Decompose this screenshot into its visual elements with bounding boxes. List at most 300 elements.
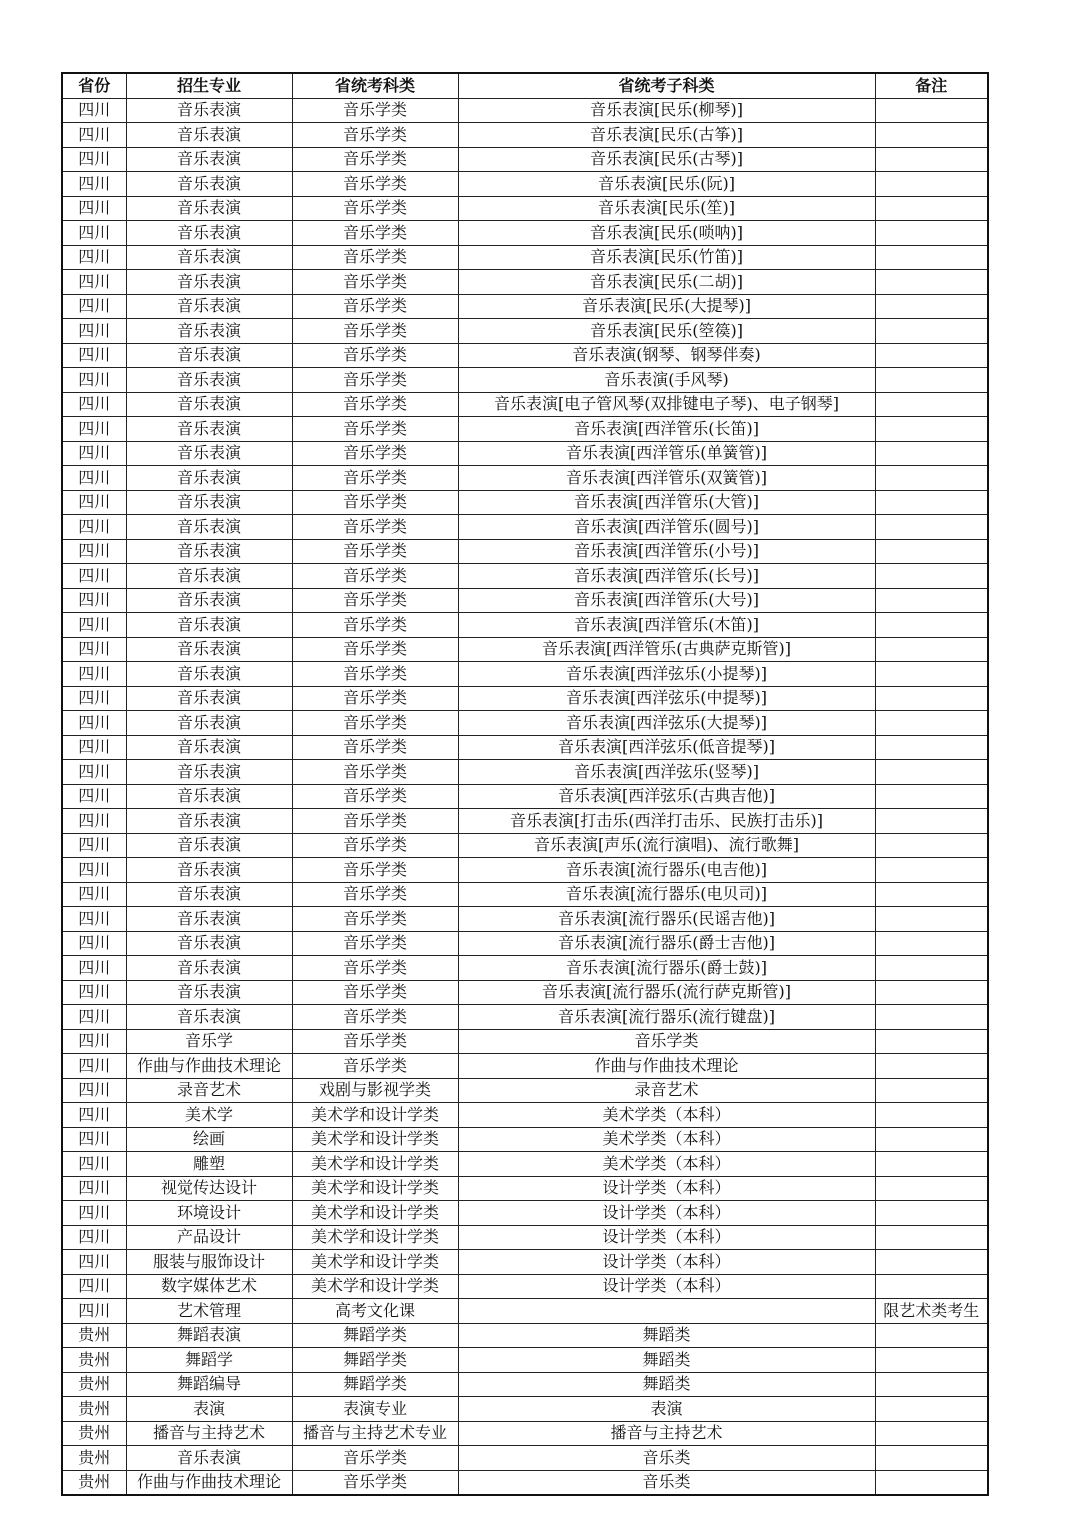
cell-remarks xyxy=(875,784,988,809)
cell-exam-subcategory: 音乐表演[民乐(古琴)] xyxy=(458,147,875,172)
cell-exam-category: 音乐学类 xyxy=(292,441,458,466)
table-row xyxy=(62,343,988,368)
table-row xyxy=(62,1225,988,1250)
cell-exam-subcategory: 音乐表演[西洋管乐(长笛)] xyxy=(458,417,875,442)
table-row xyxy=(62,196,988,221)
cell-exam-category: 美术学和设计学类 xyxy=(292,1201,458,1226)
cell-exam-subcategory: 美术学类（本科） xyxy=(458,1152,875,1177)
cell-major: 艺术管理 xyxy=(126,1299,292,1324)
cell-major: 音乐表演 xyxy=(126,882,292,907)
cell-exam-subcategory: 音乐表演[西洋弦乐(竖琴)] xyxy=(458,760,875,785)
cell-exam-subcategory: 设计学类（本科） xyxy=(458,1176,875,1201)
cell-exam-category: 音乐学类 xyxy=(292,270,458,295)
table-body xyxy=(62,98,988,1495)
cell-exam-category: 音乐学类 xyxy=(292,711,458,736)
cell-exam-category: 音乐学类 xyxy=(292,1470,458,1495)
cell-major: 录音艺术 xyxy=(126,1078,292,1103)
cell-province: 四川 xyxy=(62,637,126,662)
cell-exam-subcategory: 音乐表演[西洋管乐(圆号)] xyxy=(458,515,875,540)
cell-exam-subcategory: 音乐表演[民乐(大提琴)] xyxy=(458,294,875,319)
table-row xyxy=(62,1005,988,1030)
cell-exam-category: 美术学和设计学类 xyxy=(292,1250,458,1275)
cell-province: 贵州 xyxy=(62,1372,126,1397)
table-row xyxy=(62,1250,988,1275)
cell-exam-subcategory: 音乐表演[声乐(流行演唱)、流行歌舞] xyxy=(458,833,875,858)
cell-exam-subcategory: 音乐表演[西洋管乐(大号)] xyxy=(458,588,875,613)
header-major: 招生专业 xyxy=(126,73,292,98)
cell-exam-category: 美术学和设计学类 xyxy=(292,1176,458,1201)
table-row xyxy=(62,270,988,295)
cell-exam-category: 音乐学类 xyxy=(292,539,458,564)
cell-exam-category: 音乐学类 xyxy=(292,662,458,687)
cell-exam-category: 音乐学类 xyxy=(292,466,458,491)
cell-remarks xyxy=(875,294,988,319)
cell-remarks xyxy=(875,1446,988,1471)
table-row xyxy=(62,735,988,760)
table-row xyxy=(62,1029,988,1054)
cell-major: 视觉传达设计 xyxy=(126,1176,292,1201)
cell-remarks xyxy=(875,1152,988,1177)
cell-exam-category: 美术学和设计学类 xyxy=(292,1274,458,1299)
table-row xyxy=(62,123,988,148)
cell-province: 四川 xyxy=(62,833,126,858)
cell-exam-subcategory: 音乐类 xyxy=(458,1446,875,1471)
cell-province: 四川 xyxy=(62,1225,126,1250)
cell-province: 四川 xyxy=(62,172,126,197)
cell-major: 音乐表演 xyxy=(126,245,292,270)
cell-exam-category: 美术学和设计学类 xyxy=(292,1103,458,1128)
cell-remarks xyxy=(875,833,988,858)
cell-province: 四川 xyxy=(62,980,126,1005)
cell-exam-subcategory: 音乐表演[西洋管乐(小号)] xyxy=(458,539,875,564)
cell-remarks xyxy=(875,637,988,662)
table-row xyxy=(62,980,988,1005)
cell-major: 音乐表演 xyxy=(126,784,292,809)
table-row xyxy=(62,1299,988,1324)
cell-major: 音乐表演 xyxy=(126,196,292,221)
cell-remarks xyxy=(875,882,988,907)
table-row xyxy=(62,931,988,956)
cell-remarks xyxy=(875,1201,988,1226)
cell-exam-subcategory: 音乐表演[民乐(古筝)] xyxy=(458,123,875,148)
cell-exam-category: 表演专业 xyxy=(292,1397,458,1422)
cell-exam-subcategory: 音乐表演[西洋管乐(木笛)] xyxy=(458,613,875,638)
cell-exam-subcategory: 音乐表演[流行器乐(流行萨克斯管)] xyxy=(458,980,875,1005)
cell-remarks xyxy=(875,343,988,368)
cell-exam-category: 音乐学类 xyxy=(292,221,458,246)
cell-province: 四川 xyxy=(62,662,126,687)
cell-province: 四川 xyxy=(62,1201,126,1226)
table-row xyxy=(62,539,988,564)
table-row xyxy=(62,1397,988,1422)
cell-province: 四川 xyxy=(62,294,126,319)
cell-exam-category: 音乐学类 xyxy=(292,98,458,123)
table-row xyxy=(62,1470,988,1495)
cell-exam-subcategory: 音乐表演[西洋弦乐(大提琴)] xyxy=(458,711,875,736)
cell-exam-category: 音乐学类 xyxy=(292,147,458,172)
cell-province: 四川 xyxy=(62,1152,126,1177)
cell-province: 四川 xyxy=(62,686,126,711)
cell-remarks xyxy=(875,539,988,564)
cell-remarks xyxy=(875,1225,988,1250)
cell-province: 四川 xyxy=(62,1274,126,1299)
cell-major: 音乐学 xyxy=(126,1029,292,1054)
cell-exam-category: 音乐学类 xyxy=(292,907,458,932)
cell-province: 四川 xyxy=(62,490,126,515)
table-row xyxy=(62,1054,988,1079)
cell-exam-subcategory: 音乐表演[流行器乐(爵士吉他)] xyxy=(458,931,875,956)
cell-province: 贵州 xyxy=(62,1397,126,1422)
cell-exam-category: 音乐学类 xyxy=(292,515,458,540)
cell-province: 四川 xyxy=(62,466,126,491)
cell-remarks xyxy=(875,1274,988,1299)
cell-remarks xyxy=(875,1127,988,1152)
table-row xyxy=(62,441,988,466)
cell-province: 贵州 xyxy=(62,1446,126,1471)
table-row xyxy=(62,1274,988,1299)
cell-major: 音乐表演 xyxy=(126,907,292,932)
cell-exam-subcategory: 音乐表演[民乐(箜篌)] xyxy=(458,319,875,344)
cell-remarks xyxy=(875,1470,988,1495)
cell-exam-subcategory: 音乐表演(钢琴、钢琴伴奏) xyxy=(458,343,875,368)
cell-exam-category: 音乐学类 xyxy=(292,931,458,956)
cell-province: 四川 xyxy=(62,735,126,760)
table-row xyxy=(62,147,988,172)
cell-exam-category: 音乐学类 xyxy=(292,1054,458,1079)
cell-province: 四川 xyxy=(62,221,126,246)
cell-province: 四川 xyxy=(62,245,126,270)
cell-remarks xyxy=(875,980,988,1005)
cell-major: 音乐表演 xyxy=(126,294,292,319)
cell-province: 四川 xyxy=(62,809,126,834)
cell-major: 音乐表演 xyxy=(126,980,292,1005)
table-row xyxy=(62,466,988,491)
cell-major: 音乐表演 xyxy=(126,931,292,956)
cell-exam-category: 音乐学类 xyxy=(292,613,458,638)
cell-province: 四川 xyxy=(62,1250,126,1275)
cell-exam-subcategory: 音乐表演[西洋管乐(长号)] xyxy=(458,564,875,589)
cell-province: 四川 xyxy=(62,98,126,123)
cell-province: 四川 xyxy=(62,711,126,736)
cell-exam-subcategory: 设计学类（本科） xyxy=(458,1274,875,1299)
table-row xyxy=(62,1127,988,1152)
cell-remarks xyxy=(875,1005,988,1030)
cell-major: 音乐表演 xyxy=(126,123,292,148)
cell-exam-subcategory: 设计学类（本科） xyxy=(458,1201,875,1226)
cell-major: 音乐表演 xyxy=(126,392,292,417)
cell-remarks xyxy=(875,270,988,295)
cell-province: 四川 xyxy=(62,368,126,393)
cell-exam-subcategory: 音乐表演[西洋弦乐(低音提琴)] xyxy=(458,735,875,760)
cell-major: 音乐表演 xyxy=(126,539,292,564)
cell-major: 音乐表演 xyxy=(126,858,292,883)
cell-remarks xyxy=(875,858,988,883)
cell-exam-category: 音乐学类 xyxy=(292,172,458,197)
cell-remarks xyxy=(875,123,988,148)
cell-exam-category: 音乐学类 xyxy=(292,858,458,883)
cell-major: 音乐表演 xyxy=(126,466,292,491)
cell-exam-subcategory: 音乐表演(手风琴) xyxy=(458,368,875,393)
cell-exam-subcategory: 音乐表演[民乐(竹笛)] xyxy=(458,245,875,270)
cell-province: 贵州 xyxy=(62,1323,126,1348)
table-row xyxy=(62,515,988,540)
cell-exam-subcategory: 音乐表演[西洋弦乐(中提琴)] xyxy=(458,686,875,711)
cell-remarks xyxy=(875,809,988,834)
cell-major: 音乐表演 xyxy=(126,221,292,246)
table-row xyxy=(62,613,988,638)
cell-province: 四川 xyxy=(62,441,126,466)
cell-remarks xyxy=(875,1250,988,1275)
table-row xyxy=(62,392,988,417)
cell-exam-subcategory: 音乐表演[民乐(阮)] xyxy=(458,172,875,197)
table-row xyxy=(62,221,988,246)
cell-remarks xyxy=(875,417,988,442)
table-row xyxy=(62,858,988,883)
cell-remarks xyxy=(875,1372,988,1397)
cell-remarks xyxy=(875,221,988,246)
cell-province: 四川 xyxy=(62,784,126,809)
cell-exam-category: 音乐学类 xyxy=(292,319,458,344)
cell-province: 四川 xyxy=(62,515,126,540)
table-row xyxy=(62,833,988,858)
cell-remarks xyxy=(875,441,988,466)
cell-major: 音乐表演 xyxy=(126,711,292,736)
table-row xyxy=(62,809,988,834)
cell-exam-category: 音乐学类 xyxy=(292,294,458,319)
cell-remarks xyxy=(875,686,988,711)
cell-exam-subcategory: 音乐表演[民乐(二胡)] xyxy=(458,270,875,295)
table-row xyxy=(62,637,988,662)
cell-province: 四川 xyxy=(62,343,126,368)
cell-major: 音乐表演 xyxy=(126,637,292,662)
cell-major: 音乐表演 xyxy=(126,662,292,687)
cell-province: 四川 xyxy=(62,539,126,564)
table-row xyxy=(62,1348,988,1373)
cell-major: 音乐表演 xyxy=(126,368,292,393)
cell-exam-subcategory: 美术学类（本科） xyxy=(458,1127,875,1152)
cell-exam-subcategory xyxy=(458,1299,875,1324)
table-row xyxy=(62,760,988,785)
cell-exam-category: 美术学和设计学类 xyxy=(292,1127,458,1152)
cell-exam-category: 音乐学类 xyxy=(292,1029,458,1054)
cell-exam-subcategory: 音乐表演[西洋管乐(单簧管)] xyxy=(458,441,875,466)
cell-exam-subcategory: 音乐表演[流行器乐(电贝司)] xyxy=(458,882,875,907)
cell-exam-subcategory: 设计学类（本科） xyxy=(458,1250,875,1275)
cell-exam-category: 音乐学类 xyxy=(292,196,458,221)
cell-major: 音乐表演 xyxy=(126,760,292,785)
cell-remarks xyxy=(875,1054,988,1079)
cell-province: 四川 xyxy=(62,613,126,638)
cell-province: 四川 xyxy=(62,147,126,172)
cell-major: 音乐表演 xyxy=(126,98,292,123)
cell-province: 四川 xyxy=(62,1103,126,1128)
cell-exam-subcategory: 音乐表演[流行器乐(爵士鼓)] xyxy=(458,956,875,981)
cell-exam-subcategory: 音乐表演[西洋管乐(古典萨克斯管)] xyxy=(458,637,875,662)
cell-remarks xyxy=(875,1348,988,1373)
table-row xyxy=(62,1103,988,1128)
cell-major: 环境设计 xyxy=(126,1201,292,1226)
cell-major: 音乐表演 xyxy=(126,564,292,589)
cell-remarks xyxy=(875,196,988,221)
cell-exam-category: 音乐学类 xyxy=(292,343,458,368)
cell-province: 贵州 xyxy=(62,1421,126,1446)
cell-major: 音乐表演 xyxy=(126,441,292,466)
cell-remarks xyxy=(875,172,988,197)
cell-exam-category: 音乐学类 xyxy=(292,980,458,1005)
cell-province: 四川 xyxy=(62,956,126,981)
cell-exam-subcategory: 音乐表演[打击乐(西洋打击乐、民族打击乐)] xyxy=(458,809,875,834)
cell-exam-category: 音乐学类 xyxy=(292,735,458,760)
cell-remarks xyxy=(875,1397,988,1422)
cell-remarks xyxy=(875,319,988,344)
table-row xyxy=(62,564,988,589)
cell-major: 绘画 xyxy=(126,1127,292,1152)
table-row xyxy=(62,588,988,613)
cell-province: 四川 xyxy=(62,858,126,883)
cell-remarks xyxy=(875,662,988,687)
cell-remarks xyxy=(875,613,988,638)
table-row xyxy=(62,1201,988,1226)
cell-exam-subcategory: 舞蹈类 xyxy=(458,1323,875,1348)
cell-major: 雕塑 xyxy=(126,1152,292,1177)
table-row xyxy=(62,1176,988,1201)
cell-exam-subcategory: 音乐表演[西洋管乐(双簧管)] xyxy=(458,466,875,491)
cell-province: 贵州 xyxy=(62,1348,126,1373)
cell-remarks xyxy=(875,1029,988,1054)
table-row xyxy=(62,956,988,981)
cell-remarks xyxy=(875,907,988,932)
cell-exam-category: 舞蹈学类 xyxy=(292,1348,458,1373)
cell-major: 音乐表演 xyxy=(126,147,292,172)
cell-province: 四川 xyxy=(62,588,126,613)
cell-province: 四川 xyxy=(62,417,126,442)
cell-exam-category: 音乐学类 xyxy=(292,368,458,393)
cell-major: 音乐表演 xyxy=(126,172,292,197)
cell-remarks xyxy=(875,490,988,515)
cell-exam-category: 音乐学类 xyxy=(292,956,458,981)
cell-exam-category: 音乐学类 xyxy=(292,882,458,907)
cell-exam-category: 音乐学类 xyxy=(292,123,458,148)
cell-remarks xyxy=(875,368,988,393)
cell-remarks xyxy=(875,147,988,172)
cell-remarks xyxy=(875,1103,988,1128)
cell-exam-subcategory: 音乐表演[电子管风琴(双排键电子琴)、电子钢琴] xyxy=(458,392,875,417)
cell-province: 四川 xyxy=(62,1029,126,1054)
cell-province: 四川 xyxy=(62,1005,126,1030)
table-row xyxy=(62,1152,988,1177)
table-row xyxy=(62,711,988,736)
table-row xyxy=(62,1323,988,1348)
header-row xyxy=(62,73,988,98)
cell-exam-subcategory: 播音与主持艺术 xyxy=(458,1421,875,1446)
cell-exam-subcategory: 音乐表演[西洋弦乐(小提琴)] xyxy=(458,662,875,687)
cell-remarks xyxy=(875,564,988,589)
cell-exam-category: 音乐学类 xyxy=(292,417,458,442)
cell-exam-subcategory: 设计学类（本科） xyxy=(458,1225,875,1250)
cell-remarks xyxy=(875,98,988,123)
cell-major: 音乐表演 xyxy=(126,343,292,368)
table-row xyxy=(62,907,988,932)
cell-exam-category: 音乐学类 xyxy=(292,686,458,711)
cell-exam-category: 音乐学类 xyxy=(292,245,458,270)
cell-remarks xyxy=(875,588,988,613)
cell-major: 音乐表演 xyxy=(126,588,292,613)
cell-major: 作曲与作曲技术理论 xyxy=(126,1470,292,1495)
cell-major: 音乐表演 xyxy=(126,1446,292,1471)
cell-exam-subcategory: 音乐表演[民乐(柳琴)] xyxy=(458,98,875,123)
cell-exam-category: 高考文化课 xyxy=(292,1299,458,1324)
cell-exam-subcategory: 表演 xyxy=(458,1397,875,1422)
cell-province: 四川 xyxy=(62,1299,126,1324)
cell-province: 四川 xyxy=(62,392,126,417)
cell-exam-subcategory: 音乐学类 xyxy=(458,1029,875,1054)
cell-major: 服装与服饰设计 xyxy=(126,1250,292,1275)
enrollment-table xyxy=(61,72,989,1496)
cell-exam-category: 音乐学类 xyxy=(292,392,458,417)
table-row xyxy=(62,882,988,907)
cell-exam-subcategory: 舞蹈类 xyxy=(458,1348,875,1373)
cell-province: 四川 xyxy=(62,907,126,932)
table-row xyxy=(62,490,988,515)
cell-exam-category: 美术学和设计学类 xyxy=(292,1225,458,1250)
cell-province: 四川 xyxy=(62,564,126,589)
cell-major: 音乐表演 xyxy=(126,956,292,981)
cell-province: 四川 xyxy=(62,1176,126,1201)
cell-remarks: 限艺术类考生 xyxy=(875,1299,988,1324)
table-row xyxy=(62,662,988,687)
table-row xyxy=(62,319,988,344)
cell-major: 音乐表演 xyxy=(126,833,292,858)
cell-province: 四川 xyxy=(62,1127,126,1152)
cell-remarks xyxy=(875,245,988,270)
cell-exam-category: 音乐学类 xyxy=(292,637,458,662)
cell-major: 音乐表演 xyxy=(126,319,292,344)
cell-exam-category: 音乐学类 xyxy=(292,833,458,858)
cell-major: 音乐表演 xyxy=(126,735,292,760)
table-row xyxy=(62,294,988,319)
cell-major: 表演 xyxy=(126,1397,292,1422)
cell-remarks xyxy=(875,931,988,956)
cell-exam-subcategory: 音乐表演[民乐(唢呐)] xyxy=(458,221,875,246)
header-exam-category: 省统考科类 xyxy=(292,73,458,98)
table-row xyxy=(62,172,988,197)
cell-exam-subcategory: 舞蹈类 xyxy=(458,1372,875,1397)
cell-exam-category: 音乐学类 xyxy=(292,1005,458,1030)
cell-major: 作曲与作曲技术理论 xyxy=(126,1054,292,1079)
cell-exam-subcategory: 音乐表演[西洋弦乐(古典吉他)] xyxy=(458,784,875,809)
cell-exam-subcategory: 音乐表演[西洋管乐(大管)] xyxy=(458,490,875,515)
cell-exam-subcategory: 音乐表演[民乐(笙)] xyxy=(458,196,875,221)
cell-remarks xyxy=(875,956,988,981)
cell-major: 音乐表演 xyxy=(126,417,292,442)
cell-exam-category: 音乐学类 xyxy=(292,760,458,785)
cell-exam-category: 音乐学类 xyxy=(292,564,458,589)
cell-major: 数字媒体艺术 xyxy=(126,1274,292,1299)
cell-major: 播音与主持艺术 xyxy=(126,1421,292,1446)
cell-exam-category: 舞蹈学类 xyxy=(292,1323,458,1348)
cell-exam-subcategory: 音乐类 xyxy=(458,1470,875,1495)
cell-major: 音乐表演 xyxy=(126,686,292,711)
table-row xyxy=(62,98,988,123)
cell-province: 四川 xyxy=(62,270,126,295)
cell-major: 音乐表演 xyxy=(126,613,292,638)
cell-province: 四川 xyxy=(62,882,126,907)
cell-major: 音乐表演 xyxy=(126,490,292,515)
table-row xyxy=(62,686,988,711)
table-row xyxy=(62,245,988,270)
cell-exam-subcategory: 音乐表演[流行器乐(民谣吉他)] xyxy=(458,907,875,932)
cell-province: 四川 xyxy=(62,319,126,344)
